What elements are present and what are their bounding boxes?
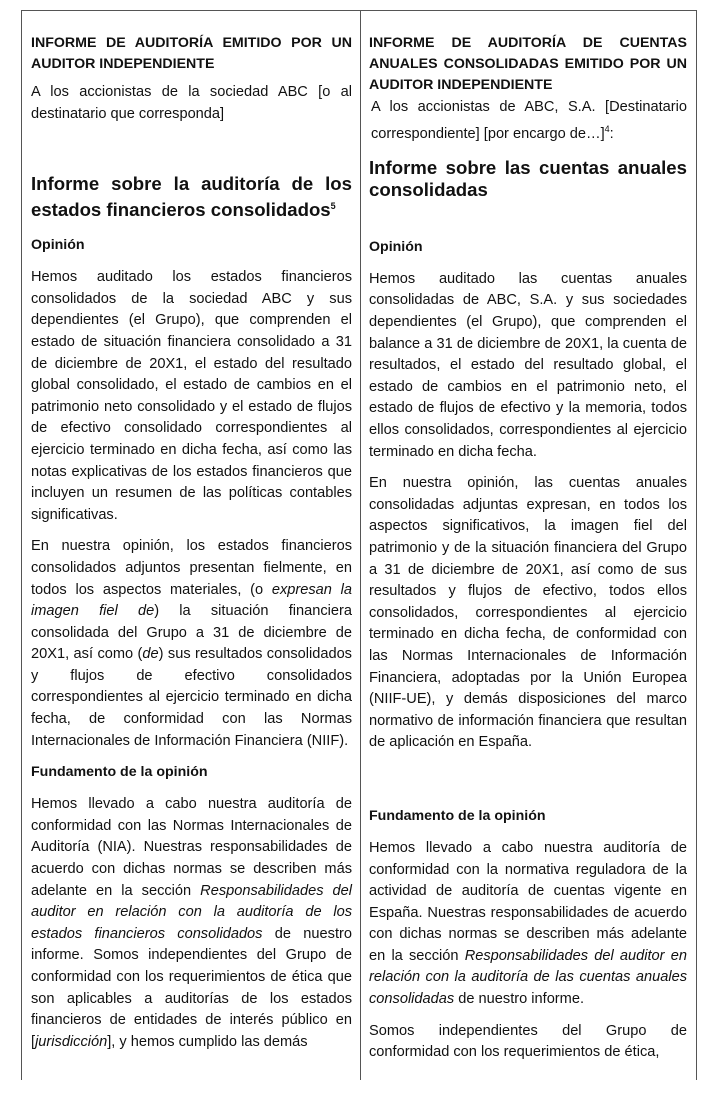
left-opinion-heading: Opinión (31, 237, 85, 254)
right-section-title: Informe sobre las cuentas anuales consolidadas (369, 156, 687, 200)
left-report-header: INFORME DE AUDITORÍA EMITIDO POR UN AUDITOR INDEPENDIENTE (31, 35, 352, 72)
right-addressee: A los accionistas de ABC, S.A. [Destinatario correspondiente] [por encargo de…]$^4$: (371, 99, 687, 142)
left-addressee: A los accionistas de la sociedad ABC [o al destinatario que corresponda] (31, 84, 352, 122)
left-opinion-paragraph-2: En nuestra opinión, los estados financieros consolidados adjuntos presentan fielmente, en todos los aspectos materiales, (o expresan la imagen fiel de) la situación financiera consolidada del Grupo a 31 de diciembre de 20X1, así como (de) sus resultados consolidados y flujos de efectivo consolidados correspondientes al ejercicio terminado en dicha fecha, de conformidad con las Normas Internacionales de Información Financiera (NIIF). (31, 538, 353, 749)
left-column-niif (22, 11, 361, 1080)
left-section-title: Informe sobre la auditoría de los estados financieros consolidados$^5$ (31, 173, 352, 221)
right-opinion-paragraph-1: Hemos auditado las cuentas anuales consolidadas de ABC, S.A. y sus sociedades dependientes (el Grupo), que comprenden el balance a 31 de diciembre de 20X1, la cuenta de resultados, el estado del resultado global, el estado de cambios en el patrimonio neto, el estado de flujos de efectivo y la memoria, todos ellos consolidados, correspondientes al ejercicio terminado en dicha fecha. (369, 270, 687, 460)
right-basis-paragraph-1: Hemos llevado a cabo nuestra auditoría de conformidad con la normativa reguladora de la actividad de auditoría de cuentas vigente en España. Nuestras responsabilidades de acuerdo con dichas normas se describen más adelante en la sección Responsabilidades del auditor en relación con la auditoría de las cuentas anuales consolidadas de nuestro informe. (369, 839, 687, 1008)
right-opinion-paragraph-2: En nuestra opinión, las cuentas anuales consolidadas adjuntas expresan, en todos los aspectos significativos, la imagen fiel del patrimonio y de la situación financiera del Grupo a 31 de diciembre de 20X1, así como de sus resultados y flujos de efectivo, todos ellos consolidados, correspondientes al ejercicio terminado en dicha fecha, de conformidad con las Normas Internacionales de Información Financiera, adoptadas por la Unión Europea (NIIF-UE), y demás disposiciones del marco normativo de información financiera que resultan de aplicación en España. (369, 475, 687, 751)
left-opinion-paragraph-1: Hemos auditado los estados financieros consolidados de la sociedad ABC y sus dependientes (el Grupo), que comprenden el estado de situación financiera consolidado a 31 de diciembre de 20X1, el estado del resultado global consolidado, el estado de cambios en el patrimonio neto consolidado y el estado de flujos de efectivo consolidado correspondientes al ejercicio terminado en dicha fecha, así como las notas explicativas de los estados financieros que incluyen un resumen de las políticas contables significativas. (31, 269, 352, 523)
footnote-marker: 5 (330, 201, 336, 211)
comparison-table (21, 10, 697, 1080)
left-basis-paragraph-1: Hemos llevado a cabo nuestra auditoría de conformidad con las Normas Internacionales de Auditoría (NIA). Nuestras responsabilidades de acuerdo con dichas normas se describen más adelante en la sección Responsabilidades del auditor en relación con la auditoría de los estados financieros consolidados de nuestro informe. Somos independientes del Grupo de conformidad con los requerimientos de ética que son aplicables a auditorías de los estados financieros de entidades de interés público en [jurisdicción], y hemos cumplido las demás (31, 796, 352, 1050)
footnote-marker: 4 (604, 124, 610, 134)
left-basis-heading: Fundamento de la opinión (31, 764, 208, 781)
right-basis-heading: Fundamento de la opinión (369, 807, 546, 824)
right-column-spain (361, 11, 695, 1080)
right-basis-paragraph-2: Somos independientes del Grupo de conformidad con los requerimientos de ética, (369, 1022, 687, 1061)
right-opinion-heading: Opinión (369, 238, 423, 255)
right-report-header: INFORME DE AUDITORÍA DE CUENTAS ANUALES CONSOLIDADAS EMITIDO POR UN AUDITOR INDEPENDIENTE (369, 35, 687, 93)
